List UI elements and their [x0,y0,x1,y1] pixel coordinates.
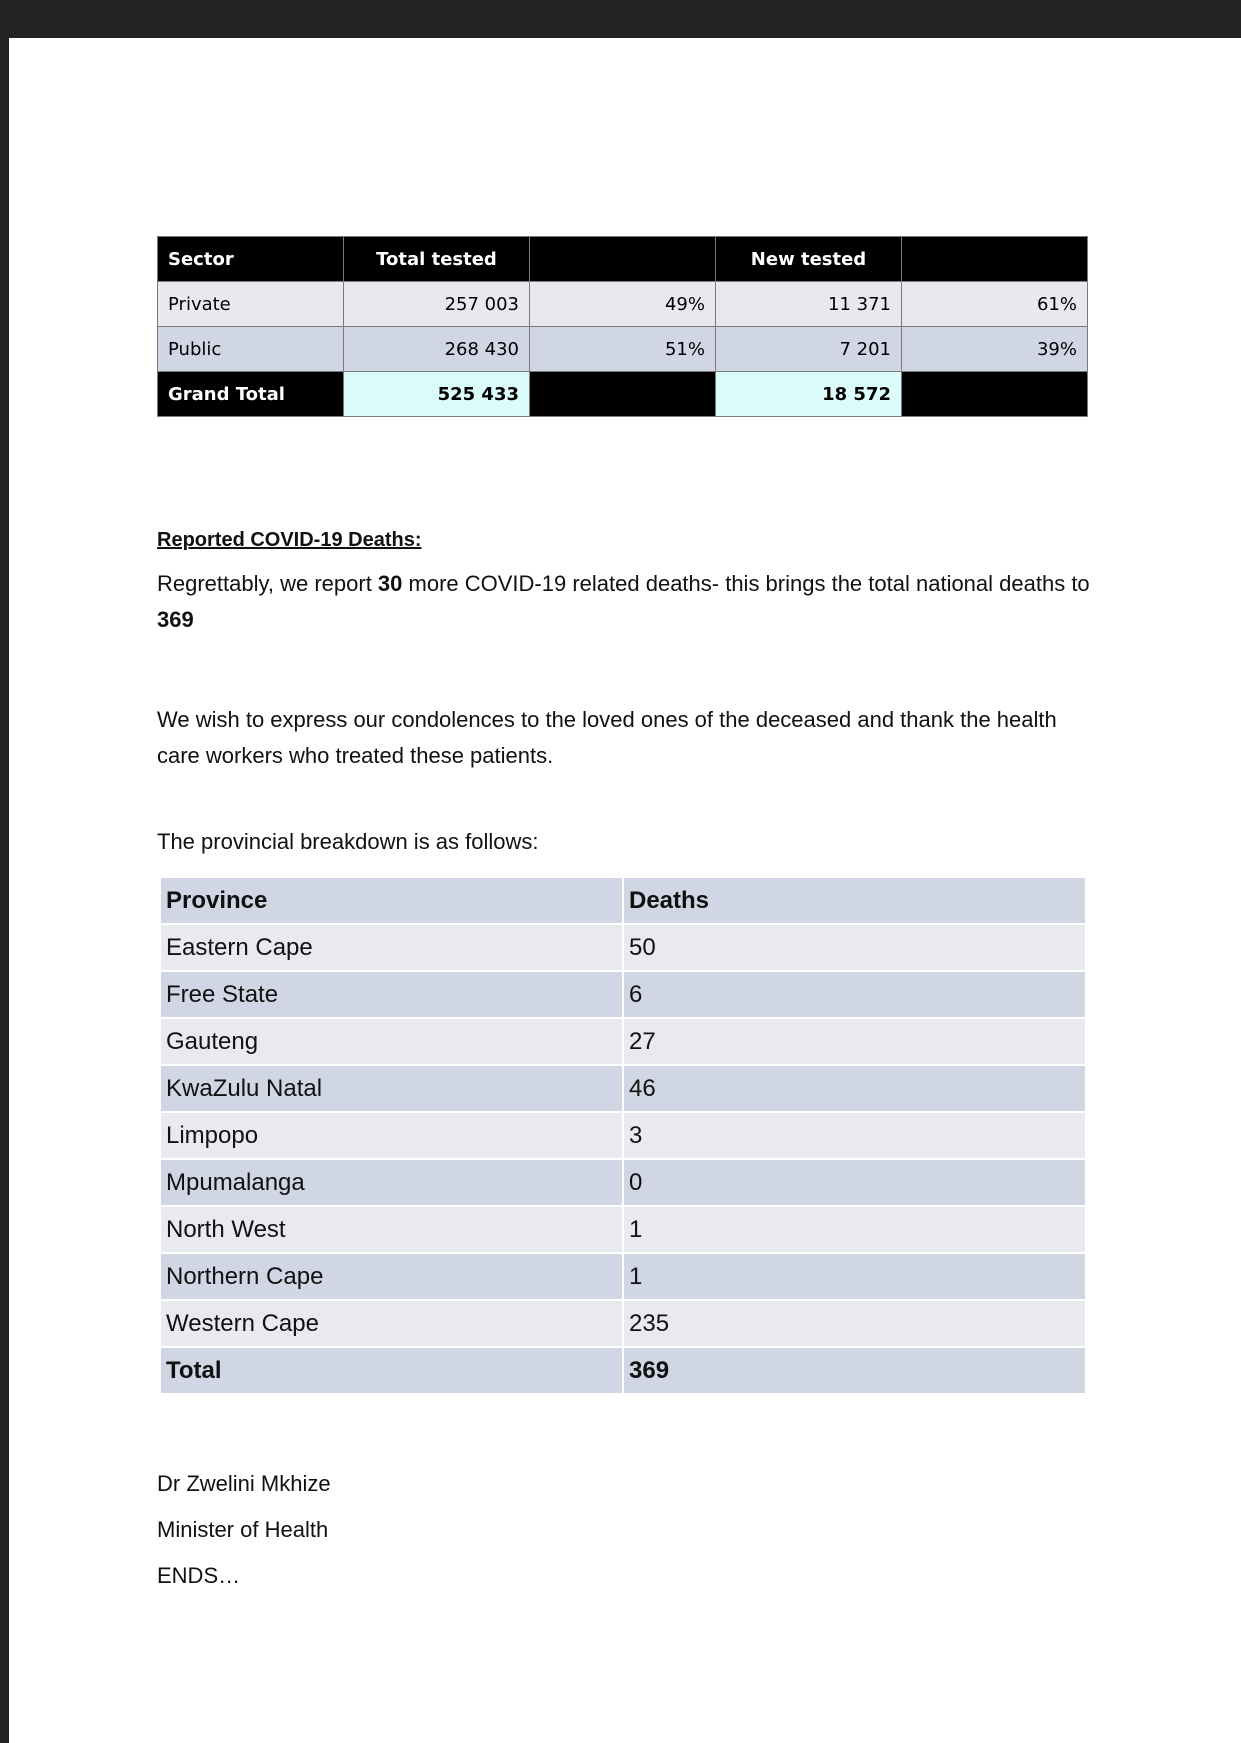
deaths-cell: 235 [623,1300,1086,1347]
header-new-pct [902,237,1088,282]
header-province: Province [160,877,623,924]
table-row [158,282,1088,327]
table-row [160,1253,1086,1300]
ends-marker: ENDS… [157,1563,241,1588]
province-cell: Northern Cape [160,1253,623,1300]
testing-table [157,236,1088,417]
testing-table-header [158,237,1088,282]
deaths-cell: 6 [623,971,1086,1018]
grand-total-tested: 525 433 [344,372,530,417]
header-deaths: Deaths [623,877,1086,924]
table-row [160,1018,1086,1065]
header-total-tested: Total tested [344,237,530,282]
sector-cell: Private [158,282,344,327]
header-sector: Sector [158,237,344,282]
deaths-cell: 0 [623,1159,1086,1206]
total-label: Total [160,1347,623,1394]
deaths-cell: 27 [623,1018,1086,1065]
new-pct-cell: 61% [902,282,1088,327]
total-deaths: 369 [623,1347,1086,1394]
header-new-tested: New tested [716,237,902,282]
deaths-text-c: more COVID-19 related deaths- this brings the total national deaths to [402,571,1090,596]
deaths-cell: 1 [623,1206,1086,1253]
province-cell: Limpopo [160,1112,623,1159]
province-cell: KwaZulu Natal [160,1065,623,1112]
deaths-total-row [160,1347,1086,1394]
province-cell: Eastern Cape [160,924,623,971]
table-row [160,1159,1086,1206]
table-row [160,1206,1086,1253]
header-total-pct [530,237,716,282]
new-tested-cell: 7 201 [716,327,902,372]
table-row [160,924,1086,971]
sector-cell: Public [158,327,344,372]
total-deaths-count: 369 [157,607,194,632]
condolences-paragraph: We wish to express our condolences to the loved ones of the deceased and thank the health care workers who treated these patients. [157,707,1057,768]
grand-total-row [158,372,1088,417]
province-cell: Gauteng [160,1018,623,1065]
total-tested-cell: 257 003 [344,282,530,327]
table-row [160,1300,1086,1347]
province-cell: Western Cape [160,1300,623,1347]
document-page [9,38,1241,1743]
grand-total-blank [530,372,716,417]
deaths-cell: 1 [623,1253,1086,1300]
deaths-paragraph [157,566,1093,638]
deaths-table-header [160,877,1086,924]
table-row [160,971,1086,1018]
table-row [158,327,1088,372]
breakdown-intro: The provincial breakdown is as follows: [157,829,539,854]
new-deaths-count: 30 [377,571,403,596]
deaths-cell: 3 [623,1112,1086,1159]
deaths-cell: 50 [623,924,1086,971]
grand-total-new: 18 572 [716,372,902,417]
grand-total-blank [902,372,1088,417]
provincial-deaths-table [159,876,1087,1395]
deaths-cell: 46 [623,1065,1086,1112]
total-pct-cell: 49% [530,282,716,327]
deaths-heading: Reported COVID-19 Deaths: [157,529,422,551]
total-pct-cell: 51% [530,327,716,372]
table-row [160,1112,1086,1159]
province-cell: Free State [160,971,623,1018]
signatory-name: Dr Zwelini Mkhize [157,1471,331,1496]
deaths-text-a: Regrettably, we report [157,571,378,596]
new-pct-cell: 39% [902,327,1088,372]
table-row [160,1065,1086,1112]
province-cell: Mpumalanga [160,1159,623,1206]
document-content [157,236,1093,1589]
grand-total-label: Grand Total [158,372,344,417]
signatory-title: Minister of Health [157,1517,329,1542]
total-tested-cell: 268 430 [344,327,530,372]
province-cell: North West [160,1206,623,1253]
new-tested-cell: 11 371 [716,282,902,327]
